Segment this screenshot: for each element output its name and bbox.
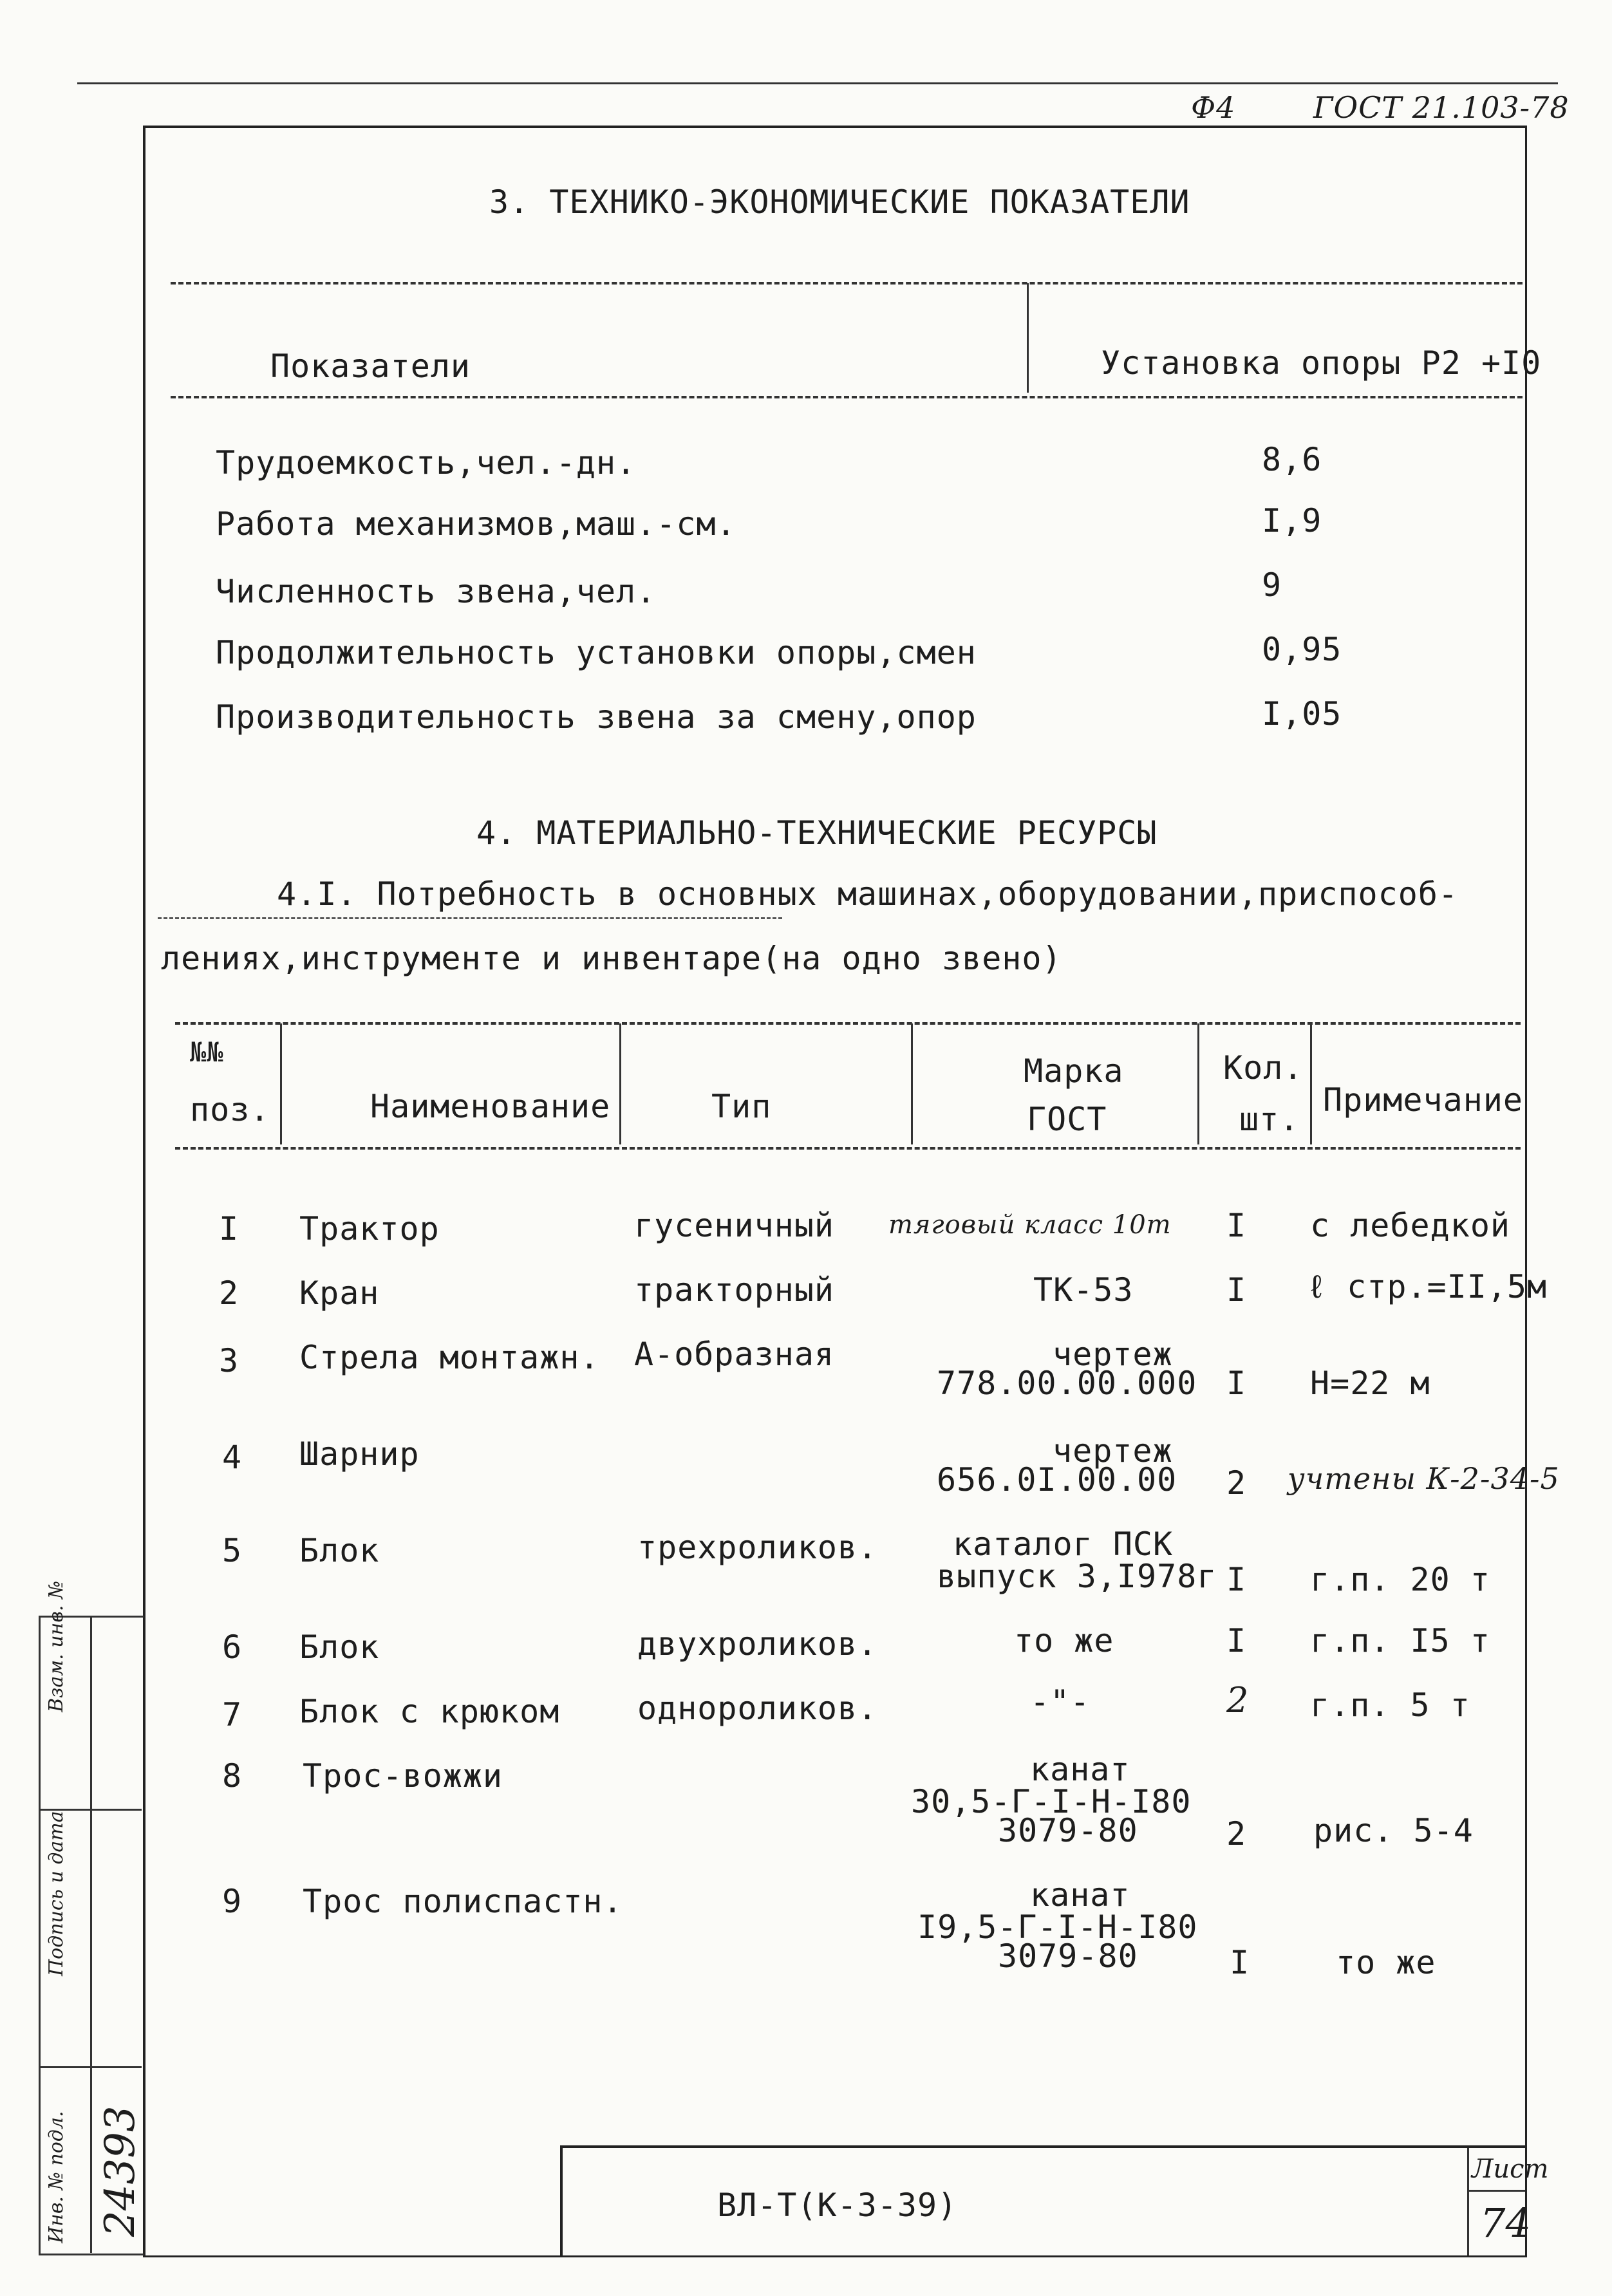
table-row-mark: то же [1014,1622,1114,1659]
table2-header-name: Наименование [370,1088,611,1125]
table2-divider [1310,1023,1312,1144]
table-row-mark: 3079-80 [998,1812,1138,1849]
table-row-mark: ТК-53 [1033,1271,1134,1309]
stamp-replace-label: Взам. инв. № [45,1580,68,1712]
stamp-inv-label: Инв. № подл. [45,2111,68,2243]
table2-top-rule [175,1022,1521,1025]
table-row-name: Трактор [299,1210,440,1247]
indicator-label: Трудоемкость,чел.-дн. [216,444,637,481]
table-row-pos: 5 [222,1532,243,1569]
table-row-name: Блок с крюком [299,1693,560,1730]
format-mark: Ф4 [1191,90,1236,125]
table1-header-value: Установка опоры Р2 +I0 [1101,344,1542,382]
table-row-mark: I9,5-Г-I-Н-I80 [917,1909,1198,1946]
table-row-mark: выпуск 3,I978г [937,1558,1217,1595]
table-row-mark: 656.0I.00.00 [937,1461,1177,1498]
table1-header-rule [171,396,1523,398]
sheet-label: Лист [1472,2154,1549,2184]
table-row-qty: 2 [1226,1680,1250,1721]
table-row-note: учтены К-2-34-5 [1288,1461,1560,1496]
table-row-note: г.п. I5 т [1310,1622,1490,1659]
table-row-mark: -"- [1030,1683,1091,1721]
table-row-qty: I [1226,1271,1247,1309]
table-row-mark: чертеж [1053,1432,1173,1470]
inventory-number: 24393 [97,2105,144,2237]
table-row-qty: I [1226,1207,1247,1244]
table2-header-type: Тип [711,1088,772,1125]
left-stamp [39,1580,144,2253]
table2-header-rule [175,1147,1521,1150]
indicator-value: I,05 [1262,695,1342,733]
table2-header-note: Примечание [1323,1081,1524,1119]
table2-header-pos: поз. [190,1091,270,1128]
indicator-label: Производительность звена за смену,опор [216,698,977,736]
indicator-value: 8,6 [1262,441,1322,478]
indicator-label: Работа механизмов,маш.-см. [216,505,736,543]
top-border-line [77,82,1558,84]
section4-subheading-line1: 4.I. Потребность в основных машинах,оборудовании,приспособ- [277,875,1459,913]
table-row-qty: I [1226,1622,1247,1659]
section4-subheading-line2: лениях,инструменте и инвентаре(на одно звено) [161,940,1062,977]
table-row-type: тракторный [634,1271,835,1309]
table-row-qty: 2 [1226,1464,1247,1502]
table-row-type: А-образная [634,1336,835,1373]
table-row-name: Шарнир [299,1435,420,1473]
table-row-type: трехроликов. [637,1529,878,1566]
table1-header-indicator: Показатели [270,348,471,385]
table-row-name: Стрела монтажн. [299,1339,600,1376]
indicator-value: I,9 [1262,502,1322,539]
table-row-name: Трос полиспастн. [303,1883,623,1920]
table-row-note: г.п. 20 т [1310,1561,1490,1598]
table2-divider [1197,1023,1199,1144]
table-row-mark: тяговый класс 10т [888,1210,1172,1240]
table2-header-qty: шт. [1239,1101,1300,1138]
table-row-mark: 778.00.00.000 [937,1365,1197,1402]
sheet-number: 74 [1480,2199,1531,2246]
table1-top-rule [171,282,1523,285]
table-row-name: Блок [299,1629,380,1666]
table-row-pos: 2 [219,1274,239,1312]
table2-header-mark: Марка [1024,1052,1124,1090]
table-row-mark: канат [1030,1751,1130,1788]
table-row-note: г.п. 5 т [1310,1686,1470,1724]
table-row-pos: 6 [222,1629,243,1666]
table-row-qty: I [1226,1561,1247,1598]
table-row-mark: канат [1030,1876,1130,1914]
table-row-pos: 4 [222,1439,243,1476]
standard-reference: ГОСТ 21.103-78 [1313,90,1570,125]
document-code: ВЛ-Т(К-3-39) [717,2187,958,2224]
stamp-sign-label: Подпись и дата [45,1811,68,1976]
table-row-qty: I [1226,1365,1247,1402]
table-row-mark: 30,5-Г-I-Н-I80 [911,1783,1192,1820]
table1-column-divider [1027,283,1029,393]
table2-divider [280,1023,282,1144]
title-block [560,2145,1549,2255]
table-row-type: гусеничный [634,1207,835,1244]
table-row-name: Трос-вожжи [303,1757,503,1795]
table-row-type: однороликов. [637,1690,878,1727]
table-row-qty: I [1230,1944,1250,1981]
table-row-note: с лебедкой [1310,1207,1511,1244]
table-row-pos: 3 [219,1342,239,1379]
table2-header-qty: Кол. [1223,1049,1304,1087]
section4-heading: 4. МАТЕРИАЛЬНО-ТЕХНИЧЕСКИЕ РЕСУРСЫ [476,814,1157,852]
table-row-mark: 3079-80 [998,1937,1138,1975]
table2-divider [619,1023,621,1144]
indicator-label: Продолжительность установки опоры,смен [216,634,977,671]
table-row-mark: каталог ПСК [953,1526,1174,1563]
table2-header-pos: №№ [190,1036,224,1068]
table-row-pos: I [219,1210,239,1247]
table2-divider [911,1023,913,1144]
indicator-value: 0,95 [1262,631,1342,668]
section3-heading: 3. ТЕХНИКО-ЭКОНОМИЧЕСКИЕ ПОКАЗАТЕЛИ [489,183,1190,221]
table-row-mark: чертеж [1053,1336,1173,1373]
table-row-type: двухроликов. [637,1625,878,1663]
section4-underline [158,917,782,919]
table-row-name: Кран [299,1274,380,1312]
table-row-note: ℓ стр.=II,5м [1307,1268,1548,1305]
table-row-note: Н=22 м [1310,1365,1430,1402]
table2-header-mark: ГОСТ [1027,1101,1107,1138]
indicator-value: 9 [1262,566,1282,604]
indicator-label: Численность звена,чел. [216,573,657,610]
table-row-name: Блок [299,1532,380,1569]
table-row-qty: 2 [1226,1815,1247,1853]
table-row-note: то же [1336,1944,1436,1981]
table-row-pos: 9 [222,1883,243,1920]
table-row-pos: 7 [222,1696,243,1733]
table-row-note: рис. 5-4 [1313,1812,1474,1849]
table-row-pos: 8 [222,1757,243,1795]
